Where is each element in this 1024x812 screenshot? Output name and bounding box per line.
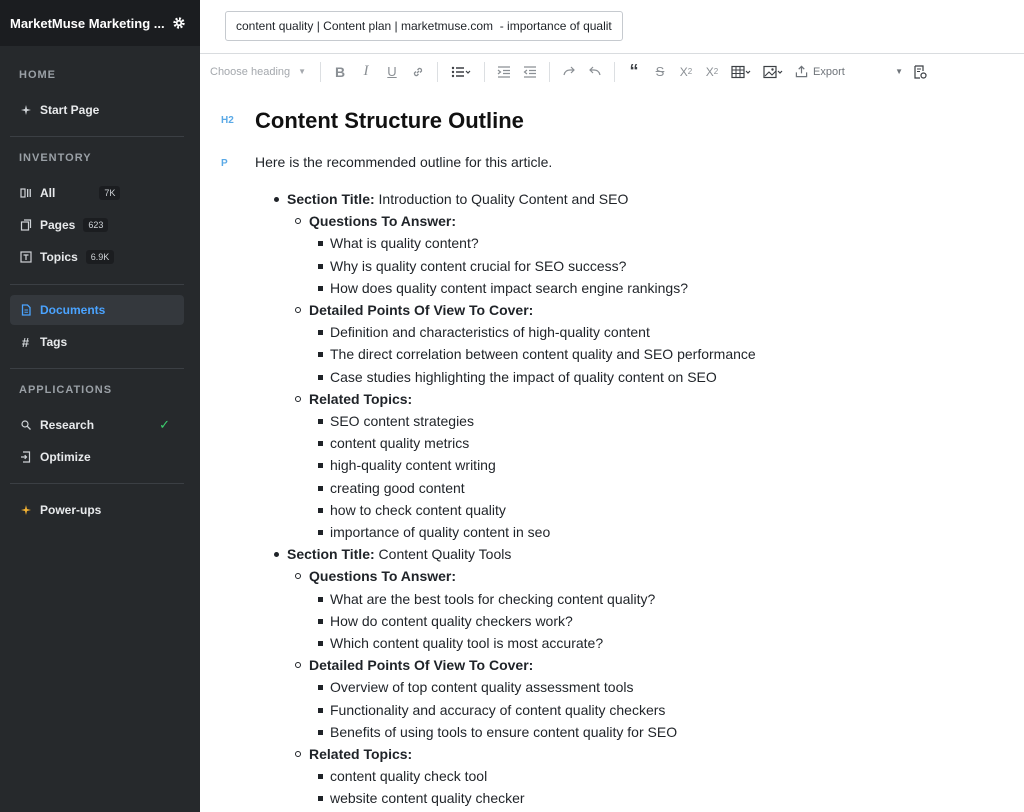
bullet-square	[318, 375, 323, 380]
sidebar-item-label: Start Page	[40, 103, 100, 117]
bullet-disc	[274, 197, 279, 202]
list-item: What is quality content?	[330, 235, 479, 252]
list-item: The direct correlation between content quality and SEO performance	[330, 346, 756, 363]
bold-button[interactable]: B	[334, 63, 346, 80]
toolbar-separator	[549, 62, 550, 82]
section-title-row	[287, 190, 628, 208]
workspace-header	[0, 0, 200, 46]
section-home: HOME	[19, 69, 56, 81]
list-item: How does quality content impact search engine rankings?	[330, 279, 688, 296]
italic-button[interactable]: I	[363, 63, 369, 79]
section-title-text: Content Quality Tools	[374, 546, 512, 563]
link-button[interactable]	[405, 60, 431, 84]
section-title-label: Section Title:	[287, 546, 375, 563]
list-item: Why is quality content crucial for SEO success?	[330, 257, 627, 274]
sidebar-item-start-page[interactable]	[10, 95, 184, 125]
check-icon: ✓	[159, 417, 170, 432]
outline-group-label	[309, 567, 456, 585]
table-button[interactable]	[725, 60, 757, 84]
group-label-text: Questions To Answer:	[309, 568, 457, 585]
bullet-square	[318, 597, 323, 602]
blockquote-button[interactable]: “	[629, 61, 639, 81]
section-title-text: Introduction to Quality Content and SEO	[374, 191, 629, 207]
toolbar-separator	[614, 62, 615, 82]
sidebar-item-documents[interactable]	[10, 295, 184, 325]
sidebar-item-label: Tags	[40, 335, 68, 349]
divider	[10, 284, 184, 285]
block-type-p[interactable]: P	[221, 158, 228, 169]
inventory-all-icon	[19, 187, 32, 200]
underline-button[interactable]: U	[387, 64, 397, 79]
bullet-circle	[295, 396, 301, 402]
section-applications: APPLICATIONS	[19, 384, 113, 396]
document-settings-button[interactable]	[907, 60, 933, 84]
list-item: What are the best tools for checking content quality?	[330, 590, 656, 607]
sidebar-item-label: Research	[40, 418, 95, 432]
sidebar-item-label: Documents	[40, 303, 106, 317]
bullet-square	[318, 685, 323, 690]
bulleted-list-button[interactable]	[444, 60, 478, 84]
sidebar-item-research[interactable]	[10, 410, 184, 440]
gear-icon[interactable]	[172, 16, 186, 30]
bullet-circle	[295, 662, 301, 668]
section-inventory: INVENTORY	[19, 152, 92, 164]
list-item: creating good content	[330, 479, 465, 496]
bullet-square	[318, 508, 323, 513]
indent-icon	[497, 65, 511, 79]
bullet-square	[318, 330, 323, 335]
list-item: Case studies highlighting the impact of quality content on SEO	[330, 368, 717, 385]
document-settings-icon	[913, 65, 927, 79]
content-heading: Content Structure Outline	[255, 108, 524, 133]
group-label-text: Detailed Points Of View To Cover:	[309, 657, 534, 674]
list-item: how to check content quality	[330, 501, 506, 518]
bullet-square	[318, 352, 323, 357]
list-item: Functionality and accuracy of content quality checkers	[330, 701, 666, 718]
editor-toolbar	[200, 55, 1024, 88]
table-icon	[731, 65, 751, 79]
sidebar-item-label: Topics	[40, 250, 78, 264]
outline-group-label	[309, 745, 412, 763]
group-label-text: Related Topics:	[309, 390, 413, 407]
workspace-title[interactable]: MarketMuse Marketing ...	[10, 15, 165, 31]
redo-button[interactable]	[556, 60, 582, 84]
count-badge: 6.9K	[86, 250, 115, 264]
bullet-square	[318, 419, 323, 424]
list-item: high-quality content writing	[330, 457, 496, 474]
undo-icon	[588, 65, 602, 79]
strikethrough-button[interactable]: S	[655, 64, 665, 79]
bullet-square	[318, 730, 323, 735]
bullet-circle	[295, 218, 301, 224]
outline-group-label	[309, 656, 533, 674]
redo-icon	[562, 65, 576, 79]
sidebar-item-label: Power-ups	[40, 503, 102, 517]
list-icon	[451, 65, 471, 79]
link-icon	[411, 65, 425, 79]
superscript-button[interactable]: X 2	[705, 64, 719, 79]
sparkle-icon	[19, 104, 32, 117]
list-item: Which content quality tool is most accurate?	[330, 635, 604, 651]
bullet-square	[318, 619, 323, 624]
document-icon	[19, 304, 32, 317]
chevron-down-icon: ▼	[298, 67, 307, 76]
list-item: How do content quality checkers work?	[330, 612, 573, 629]
outdent-icon	[523, 65, 537, 79]
sidebar	[0, 0, 200, 812]
list-item: SEO content strategies	[330, 413, 474, 429]
insert-image-button[interactable]	[757, 60, 789, 84]
bullet-square	[318, 796, 323, 801]
pages-icon	[19, 219, 32, 232]
sidebar-item-label: All	[40, 186, 56, 200]
sidebar-item-powerups[interactable]	[10, 495, 184, 525]
outline-group-label	[309, 212, 456, 230]
export-icon	[795, 65, 808, 78]
undo-button[interactable]	[582, 60, 608, 84]
bullet-square	[318, 774, 323, 779]
chevron-down-icon: ▼	[895, 67, 903, 76]
section-title-label: Section Title:	[287, 191, 375, 207]
divider	[10, 136, 184, 137]
optimize-icon	[19, 451, 32, 464]
research-icon	[19, 419, 32, 432]
subscript-button[interactable]: X 2	[679, 64, 693, 79]
bullet-square	[318, 264, 323, 269]
bullet-square	[318, 486, 323, 491]
list-item: importance of quality content in seo	[330, 524, 551, 540]
group-label-text: Detailed Points Of View To Cover:	[309, 302, 534, 318]
sidebar-item-topics[interactable]	[10, 242, 184, 272]
sidebar-item-tags[interactable]	[10, 327, 184, 357]
divider	[10, 483, 184, 484]
bullet-square	[318, 463, 323, 468]
list-item: Overview of top content quality assessment tools	[330, 679, 634, 696]
list-item: Definition and characteristics of high-quality content	[330, 324, 650, 341]
block-type-h2[interactable]: H2	[221, 115, 234, 126]
heading-select[interactable]	[210, 66, 314, 78]
bullet-circle	[295, 307, 301, 313]
section-title-row	[287, 545, 511, 563]
bullet-square	[318, 286, 323, 291]
bullet-square	[318, 441, 323, 446]
list-item: content quality check tool	[330, 768, 488, 785]
bullet-square	[318, 708, 323, 713]
outline-group-label	[309, 301, 533, 319]
sidebar-item-pages[interactable]	[10, 210, 184, 240]
outdent-button[interactable]	[517, 60, 543, 84]
topics-icon	[19, 251, 32, 264]
divider	[10, 368, 184, 369]
toolbar-separator	[320, 62, 321, 82]
list-item: content quality metrics	[330, 435, 470, 452]
document-header	[200, 0, 1024, 54]
bullet-square	[318, 641, 323, 646]
editor-content[interactable]	[200, 88, 1024, 812]
export-label: Export	[813, 65, 845, 78]
sparkle-icon	[19, 504, 32, 517]
document-title-input[interactable]	[225, 11, 623, 41]
toolbar-separator	[437, 62, 438, 82]
bullet-square	[318, 530, 323, 535]
bullet-square	[318, 241, 323, 246]
group-label-text: Related Topics:	[309, 746, 413, 762]
heading-select-placeholder: Choose heading	[210, 65, 291, 78]
bullet-disc	[274, 552, 279, 557]
count-badge: 7K	[99, 186, 120, 200]
sidebar-item-label: Pages	[40, 218, 76, 232]
sidebar-item-label: Optimize	[40, 450, 91, 464]
toolbar-separator	[484, 62, 485, 82]
sidebar-item-optimize[interactable]	[10, 442, 184, 472]
image-icon	[763, 65, 783, 79]
outline-group-label	[309, 390, 412, 408]
bullet-circle	[295, 573, 301, 579]
sidebar-item-all[interactable]	[10, 178, 184, 208]
count-badge: 623	[83, 218, 108, 232]
list-item: website content quality checker	[330, 790, 525, 807]
group-label-text: Questions To Answer:	[309, 213, 457, 230]
list-item: Benefits of using tools to ensure content quality for SEO	[330, 723, 678, 740]
indent-button[interactable]	[491, 60, 517, 84]
export-dropdown[interactable]	[795, 65, 903, 78]
intro-paragraph: Here is the recommended outline for this article.	[255, 154, 553, 170]
bullet-circle	[295, 751, 301, 757]
hash-icon: #	[21, 334, 30, 350]
